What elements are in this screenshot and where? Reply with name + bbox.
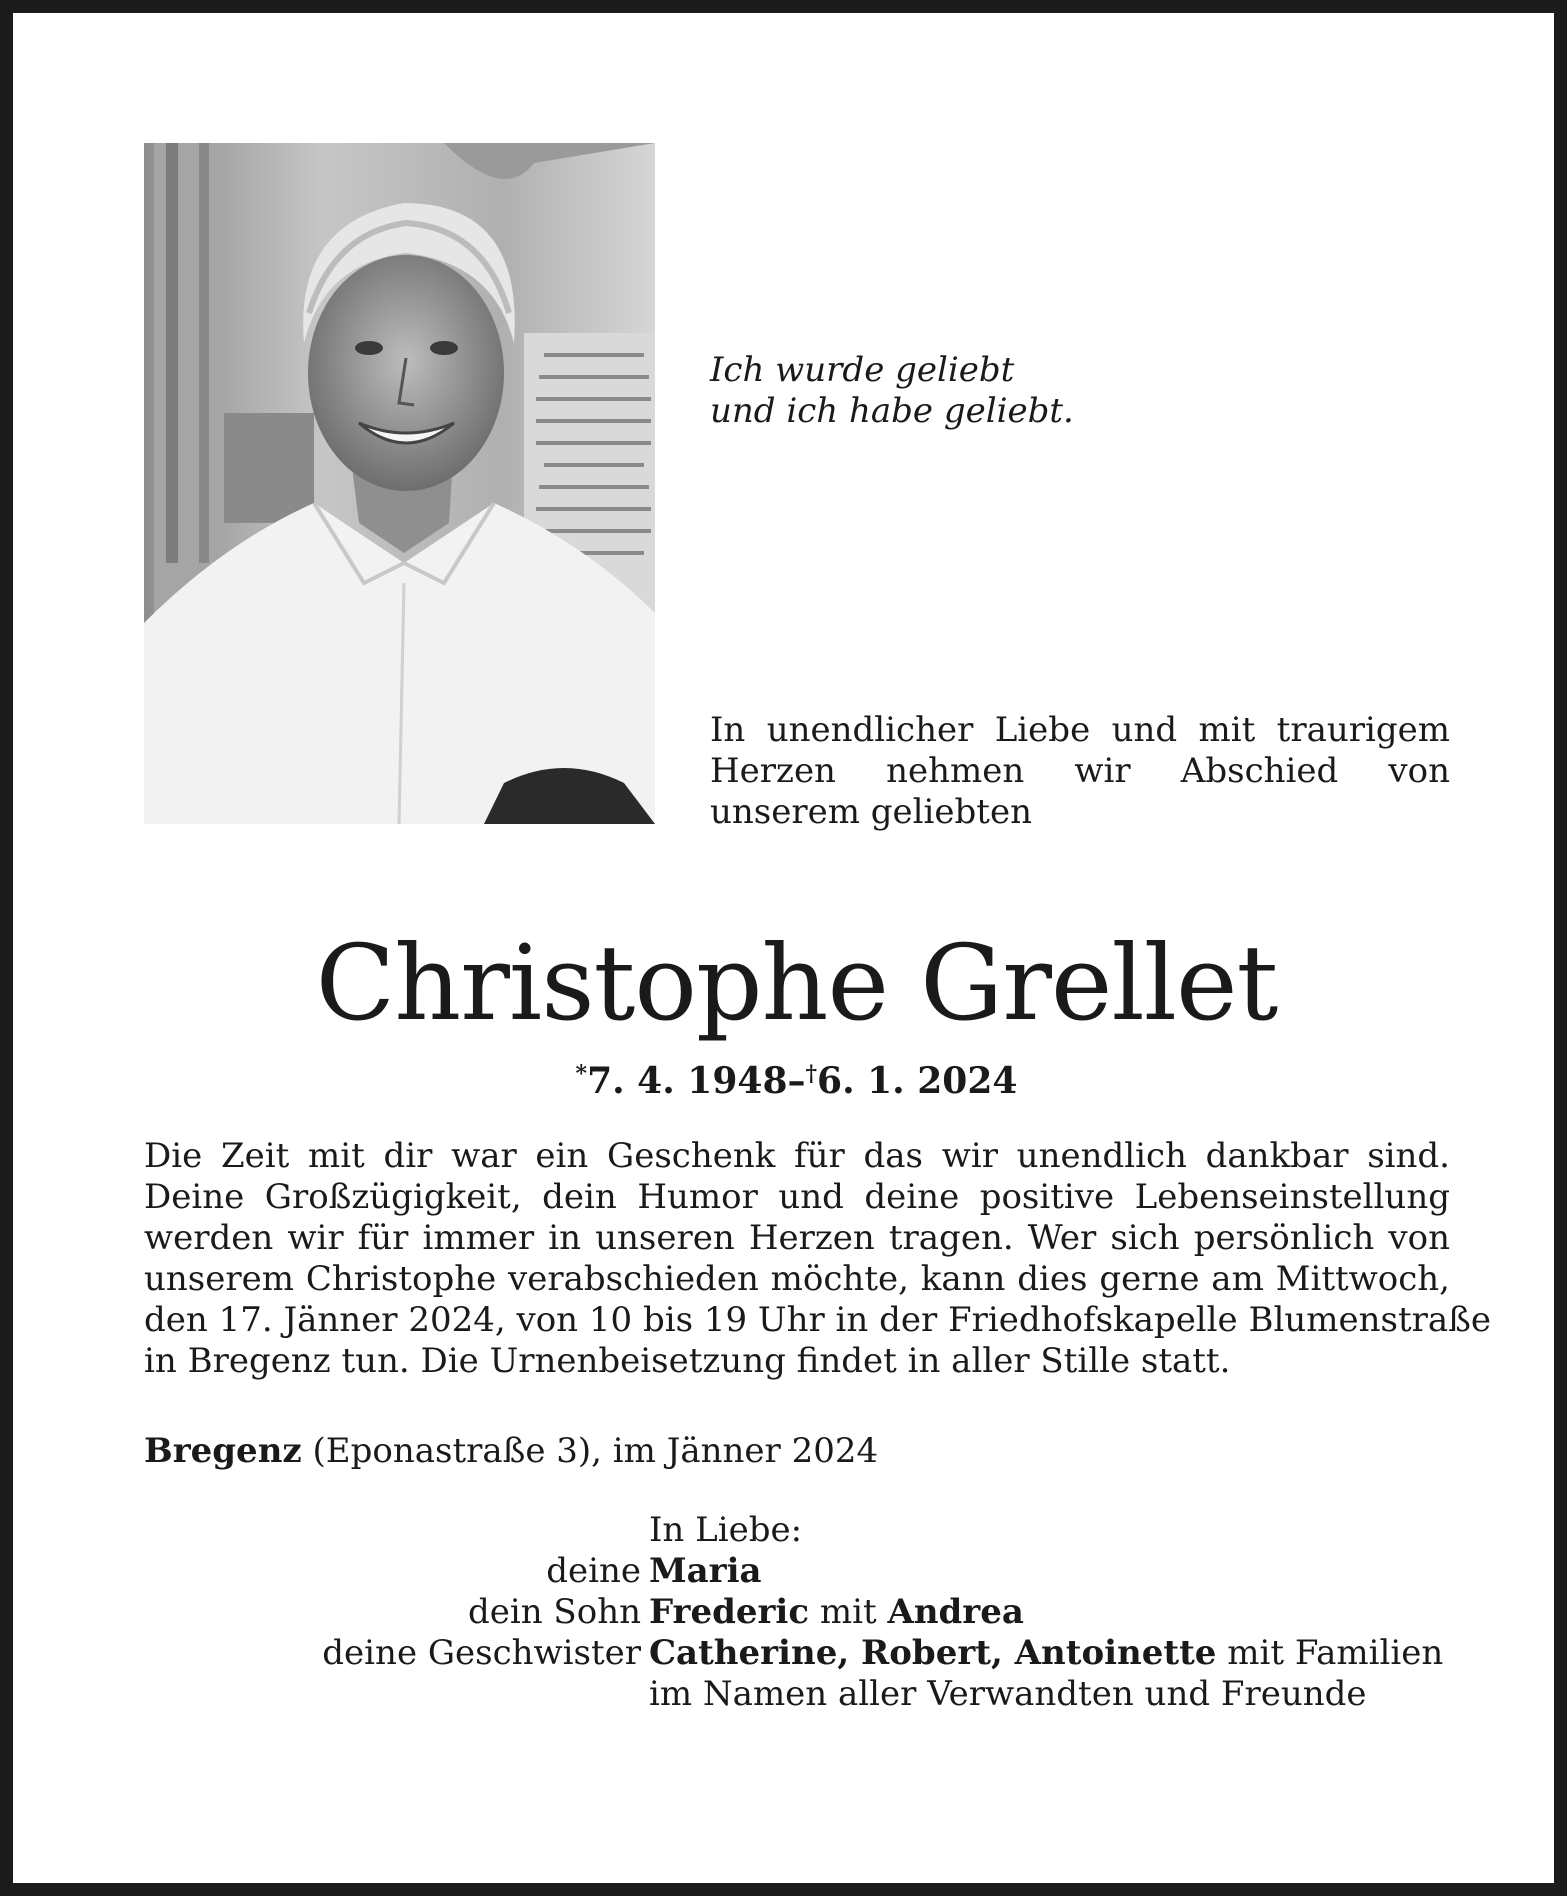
mourner-row [144, 1633, 1450, 1674]
epitaph-quote [710, 350, 1074, 432]
death-date: 6. 1. 2024 [817, 1060, 1018, 1102]
mourner-connector: mit [809, 1592, 888, 1632]
quote-line-1: Ich wurde geliebt [710, 350, 1015, 390]
intro-text: In unendlicher Liebe und mit traurigem Herzen nehmen wir Abschied von unserem geliebten [710, 710, 1450, 832]
place-and-date [144, 1431, 878, 1472]
tribute-line: Deine Großzügigkeit, dein Humor und deine positive Lebenseinstellung [144, 1177, 1450, 1217]
life-dates [13, 1051, 1567, 1104]
mourner-suffix: mit Familien [1216, 1633, 1444, 1673]
mourner-relation: deine Geschwister [322, 1633, 641, 1673]
tribute-line: unserem Christophe verabschieden möchte, kann dies gerne am Mittwoch, [144, 1259, 1450, 1299]
mourner-name: Catherine, Robert, Antoinette [649, 1633, 1217, 1673]
quote-line-2: und ich habe geliebt. [710, 391, 1074, 431]
portrait-photo [144, 143, 655, 824]
mourner-row [144, 1592, 1450, 1633]
birth-symbol: * [575, 1061, 588, 1087]
mourners-closing-row [144, 1674, 1450, 1715]
mourners-heading-row [144, 1510, 1450, 1551]
mourner-name: Frederic [649, 1592, 810, 1632]
mourners-closing: im Namen aller Verwandten und Freunde [649, 1674, 1367, 1714]
tribute-paragraph [144, 1136, 1491, 1382]
date-separator: – [787, 1060, 806, 1102]
mourner-name: Maria [649, 1551, 762, 1591]
death-symbol: † [805, 1061, 818, 1087]
deceased-name: Christophe Grellet [315, 922, 1278, 1044]
tribute-line: Die Zeit mit dir war ein Geschenk für das wir unendlich dankbar sind. [144, 1136, 1450, 1176]
tribute-line: den 17. Jänner 2024, von 10 bis 19 Uhr in der Friedhofskapelle Blumenstraße [144, 1300, 1491, 1340]
mourner-row [144, 1551, 1450, 1592]
mourners-heading: In Liebe: [649, 1510, 803, 1550]
mourner-relation: deine [546, 1551, 641, 1591]
tribute-line: werden wir für immer in unseren Herzen tragen. Wer sich persönlich von [144, 1218, 1450, 1258]
place-rest: (Eponastraße 3), im Jänner 2024 [301, 1431, 879, 1471]
place-city: Bregenz [144, 1431, 302, 1471]
mourner-relation: dein Sohn [467, 1592, 641, 1632]
tribute-line: in Bregenz tun. Die Urnenbeisetzung findet in aller Stille statt. [144, 1341, 1231, 1381]
mourner-name-2: Andrea [887, 1592, 1024, 1632]
birth-date: 7. 4. 1948 [587, 1060, 788, 1102]
mourners-list [144, 1510, 1450, 1715]
